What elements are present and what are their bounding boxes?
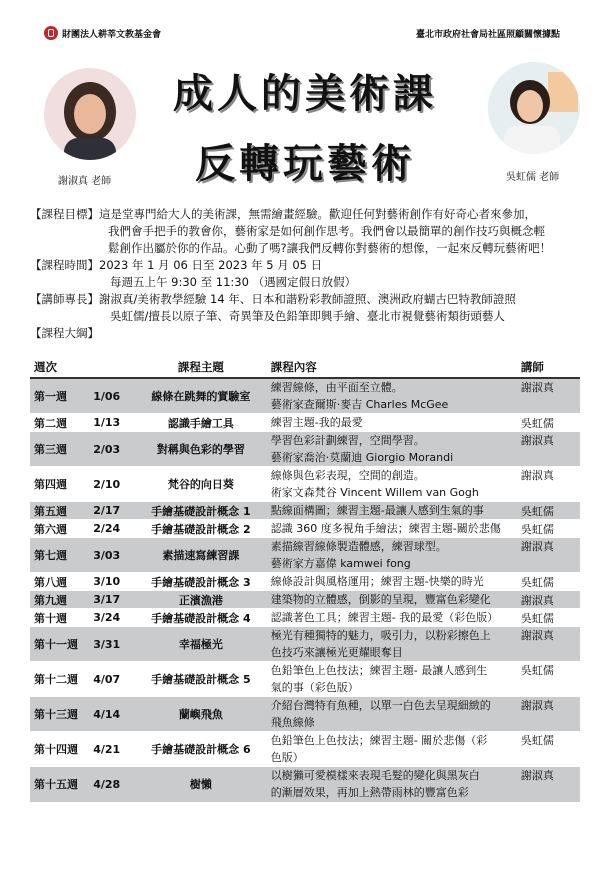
date-cell: 4/21	[89, 732, 135, 767]
table-row	[30, 767, 580, 802]
table-row	[30, 538, 580, 573]
week-cell: 第七週	[30, 538, 89, 573]
week-cell: 第九週	[30, 591, 89, 609]
spec-tag: 【講師專長】	[30, 292, 99, 306]
date-cell: 3/17	[89, 591, 135, 609]
content-cell	[267, 538, 517, 573]
time-line-1	[30, 257, 590, 274]
content-cell	[267, 573, 517, 591]
spec-text-1: 謝淑真/美術教學經驗 14 年、日本和諧粉彩教師證照、澳洲政府蝴古巴特教師證照	[99, 292, 516, 306]
content-line: 的漸層效果，再加上熱帶雨林的豐富色彩	[270, 786, 469, 800]
content-line: 藝術家方嘉偉 kamwei fong	[270, 557, 411, 570]
content-line: 練習線條，由平面至立體。	[270, 381, 403, 394]
content-line: 色版）	[270, 751, 304, 764]
date-cell: 4/14	[89, 697, 135, 732]
content-line: 色技巧來讓極光更耀眼奪目	[270, 646, 403, 659]
goal-text-1: 這是堂專門給大人的美術課，無需繪畫經驗。歡迎任何對藝術創作有好奇心者來參加，	[99, 207, 536, 221]
spec-line-1	[30, 291, 590, 308]
table-row	[30, 627, 580, 662]
content-line: 線條與色彩表現，空間的創造。	[270, 469, 425, 482]
table-row	[30, 697, 580, 732]
date-cell: 4/07	[89, 662, 135, 697]
time-tag: 【課程時間】	[30, 258, 99, 272]
teacher-cell: 吳虹儒	[517, 520, 580, 538]
teacher-right-photo	[488, 62, 580, 154]
course-info	[30, 206, 590, 342]
content-line: 氣的事（彩色版）	[270, 681, 359, 694]
teacher-left-name: 謝淑真 老師	[58, 176, 112, 187]
time-text-1: 2023 年 1 月 06 日至 2023 年 5 月 05 日	[99, 258, 323, 272]
header-topic: 課程主題	[135, 357, 267, 378]
teacher-cell: 謝淑真	[517, 378, 580, 414]
teacher-cell: 吳虹儒	[517, 609, 580, 627]
foundation-name: 財團法人耕莘文教基金會	[62, 29, 162, 40]
teacher-cell: 謝淑真	[517, 767, 580, 802]
topic-cell: 認識手繪工具	[135, 414, 267, 432]
topic-cell: 素描速寫練習課	[135, 538, 267, 573]
teacher-cell: 吳虹儒	[517, 414, 580, 432]
topic-cell: 手繪基礎設計概念 2	[135, 520, 267, 538]
content-cell	[267, 467, 517, 502]
week-cell: 第十三週	[30, 697, 89, 732]
content-cell	[267, 378, 517, 414]
date-cell: 1/06	[89, 378, 135, 414]
goal-line-1	[30, 206, 590, 223]
title-line-2: 反轉玩藝術	[195, 141, 415, 187]
teacher-left-photo	[44, 68, 136, 160]
teacher-cell: 謝淑真	[517, 627, 580, 662]
schedule-table	[30, 357, 580, 802]
table-row	[30, 732, 580, 767]
table-row	[30, 467, 580, 502]
topic-cell: 蘭嶼飛魚	[135, 697, 267, 732]
week-cell: 第十五週	[30, 767, 89, 802]
topic-cell: 手繪基礎設計概念 5	[135, 662, 267, 697]
week-cell: 第十一週	[30, 627, 89, 662]
week-cell: 第六週	[30, 520, 89, 538]
organization-name: 臺北市政府社會局社區照顧關懷據點	[415, 30, 560, 40]
header-teacher: 講師	[517, 357, 580, 378]
content-line: 色鉛筆色上色技法；練習主題- 最讓人感到生	[270, 664, 488, 677]
content-cell	[267, 591, 517, 609]
topic-cell: 手繪基礎設計概念 6	[135, 732, 267, 767]
date-cell: 2/03	[89, 432, 135, 467]
content-line: 認識 360 度多視角手繪法；練習主題-關於悲傷	[270, 522, 501, 535]
goal-text-2: 我們會手把手的教會你，藝術家是如何創作思考。我們會以最簡單的創作技巧與概念輕	[108, 224, 545, 238]
table-row	[30, 502, 580, 520]
teacher-cell: 吳虹儒	[517, 573, 580, 591]
foundation-emblem-icon	[44, 26, 58, 40]
week-cell: 第一週	[30, 378, 89, 414]
week-cell: 第十二週	[30, 662, 89, 697]
content-line: 認識著色工具；練習主題- 我的最愛（彩色版）	[270, 611, 499, 624]
date-cell: 3/03	[89, 538, 135, 573]
date-cell: 3/31	[89, 627, 135, 662]
goal-text-3: 鬆創作出屬於你的作品。心動了嗎?讓我們反轉你對藝術的想像，一起來反轉玩藝術吧！	[108, 241, 552, 255]
table-row	[30, 591, 580, 609]
date-cell: 2/10	[89, 467, 135, 502]
topic-cell: 對稱與色彩的學習	[135, 432, 267, 467]
date-cell: 2/17	[89, 502, 135, 520]
week-cell: 第三週	[30, 432, 89, 467]
topic-cell: 幸福極光	[135, 627, 267, 662]
content-line: 極光有種獨特的魅力，吸引力，以粉彩擦色上	[270, 629, 491, 642]
teacher-cell: 謝淑真	[517, 697, 580, 732]
foundation-logo	[44, 26, 161, 40]
teacher-cell: 謝淑真	[517, 432, 580, 467]
teacher-cell: 謝淑真	[517, 538, 580, 573]
content-line: 以樹獺可愛模樣來表現毛髮的變化與黑灰白	[270, 769, 480, 783]
teacher-cell: 謝淑真	[517, 467, 580, 502]
content-cell	[267, 502, 517, 520]
time-text-2: 每週五上午 9:30 至 11:30 （遇國定假日放假）	[110, 275, 357, 289]
table-row	[30, 573, 580, 591]
table-header-row	[30, 357, 580, 378]
week-cell: 第十週	[30, 609, 89, 627]
week-cell: 第四週	[30, 467, 89, 502]
content-line: 飛魚線條	[270, 716, 315, 729]
content-cell	[267, 767, 517, 802]
content-cell	[267, 697, 517, 732]
week-cell: 第十四週	[30, 732, 89, 767]
topic-cell: 手繪基礎設計概念 1	[135, 502, 267, 520]
outline-tag: 【課程大綱】	[30, 326, 99, 340]
topic-cell: 梵谷的向日葵	[135, 467, 267, 502]
content-line: 術家文森梵谷 Vincent Willem van Gogh	[270, 486, 479, 499]
teacher-cell: 吳虹儒	[517, 732, 580, 767]
content-line: 建築物的立體感，倒影的呈現，豐富色彩變化	[270, 593, 491, 606]
teacher-cell: 謝淑真	[517, 591, 580, 609]
content-line: 藝術家查爾斯·麥吉 Charles McGee	[270, 398, 449, 411]
content-cell	[267, 627, 517, 662]
content-line: 色鉛筆色上色技法；練習主題- 關於悲傷（彩	[270, 734, 488, 747]
goal-tag: 【課程目標】	[30, 207, 99, 221]
week-cell: 第五週	[30, 502, 89, 520]
header-content: 課程內容	[267, 357, 517, 378]
week-cell: 第二週	[30, 414, 89, 432]
date-cell: 2/24	[89, 520, 135, 538]
content-cell	[267, 432, 517, 467]
table-row	[30, 414, 580, 432]
content-line: 練習主題-我的最愛	[270, 416, 363, 429]
title-line-1: 成人的美術課	[173, 71, 437, 117]
content-line: 點線面構圖；練習主題-最讓人感到生氣的事	[270, 504, 484, 517]
content-line: 介紹台灣特有魚種，以單一白色去呈現細緻的	[270, 699, 491, 712]
topic-cell: 手繪基礎設計概念 3	[135, 573, 267, 591]
content-cell	[267, 414, 517, 432]
table-row	[30, 520, 580, 538]
teacher-cell: 吳虹儒	[517, 662, 580, 697]
content-line: 素描線習線條製造體感，練習球型。	[270, 540, 447, 553]
teacher-right-name: 吳虹儒 老師	[506, 172, 560, 183]
date-cell: 1/13	[89, 414, 135, 432]
topic-cell: 線條在跳舞的實驗室	[135, 378, 267, 414]
topic-cell: 正濱漁港	[135, 591, 267, 609]
date-cell: 3/24	[89, 609, 135, 627]
date-cell: 4/28	[89, 767, 135, 802]
spec-text-2: 吳虹儒/擅長以原子筆、奇異筆及色鉛筆即興手繪、臺北市視覺藝術類街頭藝人	[110, 309, 505, 323]
header-week: 週次	[30, 357, 135, 378]
content-line: 藝術家喬治·莫蘭迪 Giorgio Morandi	[270, 451, 454, 464]
content-cell	[267, 662, 517, 697]
content-line: 學習色彩計劃練習，空間學習。	[270, 434, 425, 447]
table-row	[30, 609, 580, 627]
table-row	[30, 378, 580, 414]
date-cell: 3/10	[89, 573, 135, 591]
topic-cell: 樹懶	[135, 767, 267, 802]
table-row	[30, 662, 580, 697]
table-row	[30, 432, 580, 467]
content-cell	[267, 609, 517, 627]
content-cell	[267, 520, 517, 538]
content-cell	[267, 732, 517, 767]
content-line: 線條設計與風格運用；練習主題-快樂的時光	[270, 575, 484, 588]
teacher-cell: 吳虹儒	[517, 502, 580, 520]
week-cell: 第八週	[30, 573, 89, 591]
topic-cell: 手繪基礎設計概念 4	[135, 609, 267, 627]
